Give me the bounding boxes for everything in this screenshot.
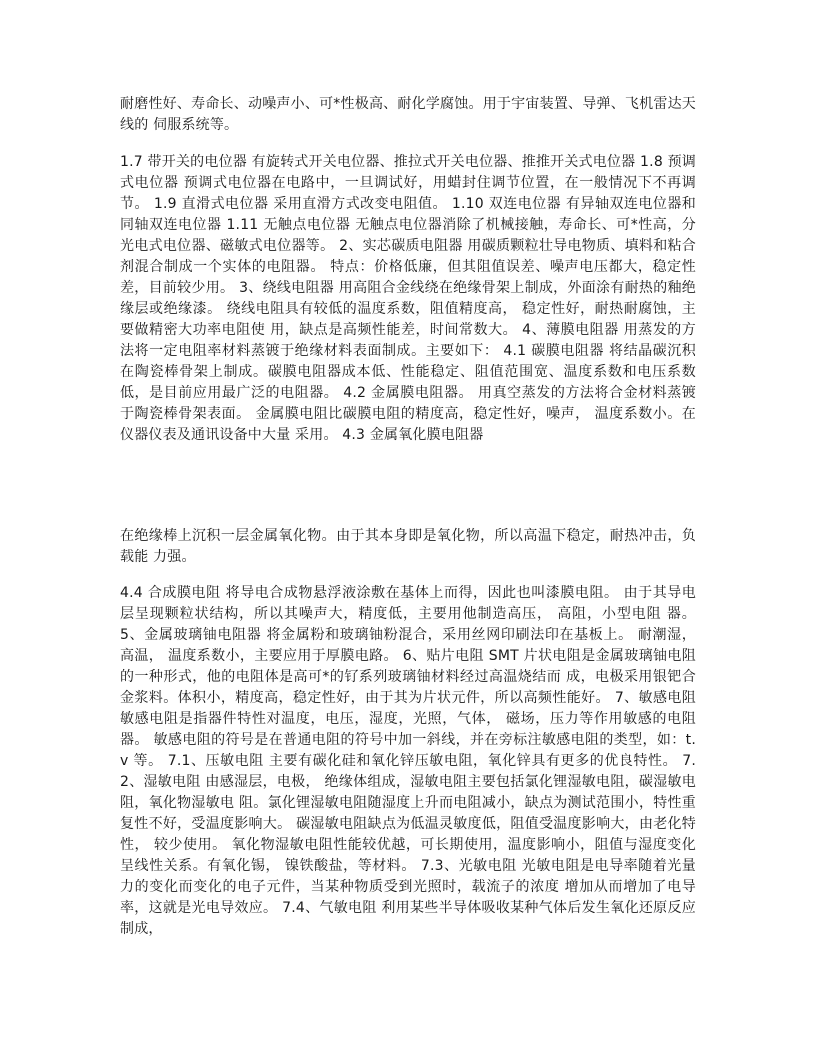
paragraph-potentiometer-types: 1.7 带开关的电位器 有旋转式开关电位器、推拉式开关电位器、推推开关式电位器 1.8 预调式电位器 预调式电位器在电路中，一旦调试好，用蜡封住调节位置，在一般情况下不再调节。 1.9 直滑式电位器 采用直滑方式改变电阻值。 1.10 双连电位器 有异轴双连电位器和同轴双连电位器 1.11 无触点电位器 无触点电位器消除了机械接触，寿命长、可*性高，分光电式电位器、磁敏式电位器等。 2、实芯碳质电阻器 用碳质颗粒壮导电物质、填料和粘合剂混合制成一个实体的电阻器。 特点：价格低廉，但其阻值误差、噪声电压都大，稳定性差，目前较少用。 3、绕线电阻器 用高阻合金线绕在绝缘骨架上制成，外面涂有耐热的釉绝缘层或绝缘漆。 绕线电阻具有较低的温度系数，阻值精度高， 稳定性好，耐热耐腐蚀，主要做精密大功率电阻使 用，缺点是高频性能差，时间常数大。 4、薄膜电阻器 用蒸发的方法将一定电阻率材料蒸镀于绝缘材料表面制成。主要如下： 4.1 碳膜电阻器 将结晶碳沉积在陶瓷棒骨架上制成。碳膜电阻器成本低、性能稳定、阻值范围宽、温度系数和电压系数低，是目前应用最广泛的电阻器。 4.2 金属膜电阻器。 用真空蒸发的方法将合金材料蒸镀于陶瓷棒骨架表面。 金属膜电阻比碳膜电阻的精度高，稳定性好，噪声， 温度系数小。在仪器仪表及通讯设备中大量 采用。 4.3 金属氧化膜电阻器 [120, 154, 696, 443]
paragraph-wear-resistance: 耐磨性好、寿命长、动噪声小、可*性极高、耐化学腐蚀。用于宇宙装置、导弹、飞机雷达天线的 伺服系统等。 [120, 96, 696, 133]
paragraph-metal-oxide-film: 在绝缘棒上沉积一层金属氧化物。由于其本身即是氧化物，所以高温下稳定，耐热冲击，负载能 力强。 [120, 528, 696, 565]
paragraph-synthetic-film-and-sensitive-resistors: 4.4 合成膜电阻 将导电合成物悬浮液涂敷在基体上而得，因此也叫漆膜电阻。 由于其导电层呈现颗粒状结构，所以其噪声大，精度低，主要用他制造高压， 高阻，小型电阻 器。 5、金属玻璃铀电阻器 将金属粉和玻璃铀粉混合，采用丝网印刷法印在基板上。 耐潮湿， 高温， 温度系数小，主要应用于厚膜电路。 6、贴片电阻 SMT 片状电阻是金属玻璃铀电阻的一种形式，他的电阻体是高可*的钌系列玻璃铀材料经过高温烧结而 成，电极采用银钯合金浆料。体积小，精度高，稳定性好，由于其为片状元件，所以高频性能好。 7、敏感电阻 敏感电阻是指器件特性对温度，电压，湿度，光照，气体， 磁场，压力等作用敏感的电阻器。 敏感电阻的符号是在普通电阻的符号中加一斜线，并在旁标注敏感电阻的类型，如：t. v 等。 7.1、压敏电阻 主要有碳化硅和氧化锌压敏电阻，氧化锌具有更多的优良特性。 7.2、湿敏电阻 由感湿层，电极， 绝缘体组成，湿敏电阻主要包括氯化锂湿敏电阻，碳湿敏电阻，氧化物湿敏电 阻。氯化锂湿敏电阻随湿度上升而电阻减小，缺点为测试范围小，特性重复性不好，受温度影响大。 碳湿敏电阻缺点为低温灵敏度低，阻值受温度影响大，由老化特性， 较少使用。 氧化物湿敏电阻性能较优越，可长期使用，温度影响小，阻值与湿度变化呈线性关系。有氧化锡， 镍铁酸盐，等材料。 7.3、光敏电阻 光敏电阻是电导率随着光量力的变化而变化的电子元件，当某种物质受到光照时，载流子的浓度 增加从而增加了电导率，这就是光电导效应。 7.4、气敏电阻 利用某些半导体吸收某种气体后发生氧化还原反应制成， [120, 585, 696, 937]
